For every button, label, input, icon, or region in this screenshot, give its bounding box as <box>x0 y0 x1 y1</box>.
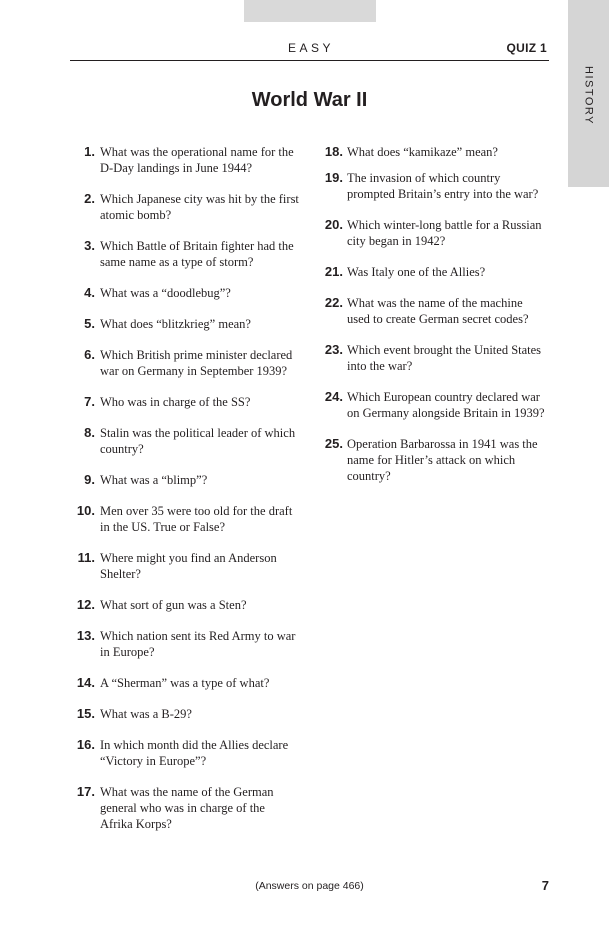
header-rule <box>70 60 549 61</box>
question-text: Which European country declared war on Germany alongside Britain in 1939? <box>347 390 545 420</box>
question-text: What was the operational name for the D-Day landings in June 1944? <box>100 145 294 175</box>
question-text: The invasion of which country prompted Britain’s entry into the war? <box>347 171 539 201</box>
question-item <box>70 597 300 613</box>
question-item <box>70 285 300 301</box>
question-text: Which nation sent its Red Army to war in Europe? <box>100 629 296 659</box>
question-text: Which Japanese city was hit by the first atomic bomb? <box>100 192 299 222</box>
question-text: Which event brought the United States into the war? <box>347 343 542 373</box>
question-number: 5. <box>84 316 95 331</box>
question-item <box>70 706 300 722</box>
section-tab-label-wrap <box>568 0 609 187</box>
questions-column-right <box>310 144 548 499</box>
question-item <box>70 628 300 660</box>
question-number: 13. <box>76 628 95 643</box>
question-number: 9. <box>84 472 95 487</box>
questions-column-left <box>70 144 300 847</box>
page-number: 7 <box>541 878 549 893</box>
question-text: What does “kamikaze” mean? <box>347 145 498 159</box>
page-title: World War II <box>251 89 368 111</box>
question-text: Which Battle of Britain fighter had the same name as a type of storm? <box>100 239 294 269</box>
question-item <box>70 238 300 270</box>
question-number: 18. <box>324 144 343 159</box>
question-text: In which month did the Allies declare “Victory in Europe”? <box>100 738 289 768</box>
question-item <box>70 394 300 410</box>
question-item <box>310 217 548 249</box>
question-number: 23. <box>324 342 343 357</box>
question-number: 6. <box>84 347 95 362</box>
question-item <box>310 144 548 160</box>
question-number: 15. <box>76 706 95 721</box>
question-number: 3. <box>84 238 95 253</box>
question-number: 17. <box>76 784 95 799</box>
question-text: A “Sherman” was a type of what? <box>100 676 270 690</box>
question-number: 21. <box>324 264 343 279</box>
question-text: What was a “doodlebug”? <box>100 286 231 300</box>
question-number: 14. <box>76 675 95 690</box>
question-item <box>70 425 300 457</box>
question-text: What was the name of the machine used to create German secret codes? <box>347 296 529 326</box>
difficulty-level: EASY <box>288 41 335 55</box>
question-item <box>70 144 300 176</box>
question-number: 10. <box>76 503 95 518</box>
question-item <box>310 170 548 202</box>
question-item <box>70 472 300 488</box>
question-text: Men over 35 were too old for the draft in the US. True or False? <box>100 504 293 534</box>
question-text: Was Italy one of the Allies? <box>347 265 486 279</box>
question-number: 16. <box>76 737 95 752</box>
question-number: 12. <box>76 597 95 612</box>
question-text: What was a B-29? <box>100 707 192 721</box>
top-tab-marker <box>244 0 376 22</box>
question-item <box>70 503 300 535</box>
question-number: 2. <box>84 191 95 206</box>
question-item <box>310 295 548 327</box>
question-number: 1. <box>84 144 95 159</box>
question-number: 4. <box>84 285 95 300</box>
question-text: Who was in charge of the SS? <box>100 395 251 409</box>
question-text: What does “blitzkrieg” mean? <box>100 317 251 331</box>
question-number: 8. <box>84 425 95 440</box>
section-tab-label: HISTORY <box>582 66 595 125</box>
question-number: 19. <box>324 170 343 185</box>
question-number: 22. <box>324 295 343 310</box>
quiz-label: QUIZ 1 <box>506 41 547 55</box>
question-number: 11. <box>77 550 95 565</box>
question-item <box>310 264 548 280</box>
question-item <box>310 389 548 421</box>
question-item <box>70 550 300 582</box>
question-item <box>310 342 548 374</box>
question-text: What sort of gun was a Sten? <box>100 598 247 612</box>
question-item <box>70 784 300 832</box>
question-item <box>70 737 300 769</box>
question-text: Which British prime minister declared war on Germany in September 1939? <box>100 348 293 378</box>
question-text: Operation Barbarossa in 1941 was the name for Hitler’s attack on which country? <box>347 437 538 483</box>
question-item <box>70 675 300 691</box>
question-item <box>70 191 300 223</box>
question-number: 20. <box>324 217 343 232</box>
question-text: What was the name of the German general who was in charge of the Afrika Korps? <box>100 785 274 831</box>
question-item <box>310 436 548 484</box>
answers-reference: (Answers on page 466) <box>255 880 364 892</box>
question-text: Stalin was the political leader of which country? <box>100 426 296 456</box>
question-item <box>70 347 300 379</box>
question-text: Which winter-long battle for a Russian city began in 1942? <box>347 218 542 248</box>
question-number: 24. <box>324 389 343 404</box>
question-text: What was a “blimp”? <box>100 473 208 487</box>
question-number: 7. <box>84 394 95 409</box>
question-number: 25. <box>324 436 343 451</box>
question-text: Where might you find an Anderson Shelter? <box>100 551 277 581</box>
question-item <box>70 316 300 332</box>
